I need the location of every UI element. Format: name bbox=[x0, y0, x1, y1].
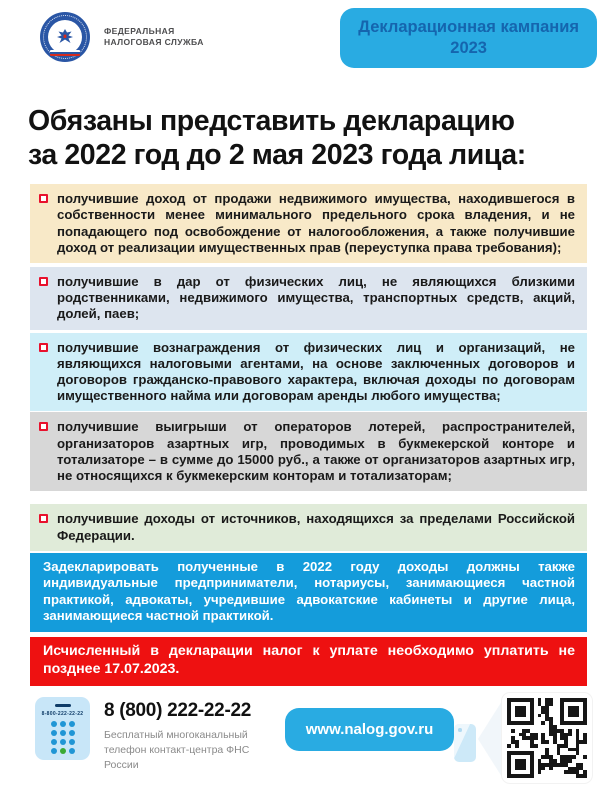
list-item-text: получившие выигрыши от операторов лотерей, распространителей, организаторов азартных игр, проводимых в букмекерской конторе и тотализаторе – в сумме до 15000 руб., а также от организаторов азартных игр, не относящихся к букмекерским конторам и тотализаторам; bbox=[57, 419, 575, 484]
list-item-remuneration bbox=[30, 333, 587, 412]
phone-keypad-dots bbox=[35, 721, 90, 754]
obligated-list bbox=[30, 184, 587, 550]
campaign-badge-line-1: Декларационная кампания bbox=[358, 18, 579, 36]
list-item-gifts bbox=[30, 267, 587, 330]
title-line-2: за 2022 год до 2 мая 2023 года лица: bbox=[28, 139, 526, 172]
list-item-lottery-winnings bbox=[30, 412, 587, 491]
note-deadline-text: Исчисленный в декларации налог к уплате необходимо уплатить не позднее 17.07.2023. bbox=[43, 643, 575, 677]
fns-emblem-icon bbox=[40, 12, 90, 62]
list-item-text: получившие в дар от физических лиц, не являющихся близкими родственниками, недвижимого имущества, транспортных средств, акций, долей, паев; bbox=[57, 274, 575, 322]
header bbox=[0, 0, 614, 68]
phone-icon-label: 8-800-222-22-22 bbox=[41, 711, 84, 718]
page-title bbox=[28, 104, 587, 172]
note-entrepreneurs-text: Задекларировать полученные в 2022 году доходы должны также индивидуальные предприниматели, нотариусы, занимающиеся частной практикой, адвокаты, учредившие адвокатские кабинеты и другие лица, занимающиеся частной практикой. bbox=[43, 558, 575, 623]
red-checkbox-icon bbox=[39, 343, 48, 352]
smartphone-icon bbox=[454, 724, 476, 762]
qr-modules bbox=[507, 698, 587, 778]
fns-logo bbox=[40, 12, 204, 62]
website-button[interactable]: www.nalog.gov.ru bbox=[285, 708, 455, 751]
campaign-badge-line-2: 2023 bbox=[450, 38, 487, 57]
callout-wedge bbox=[478, 701, 502, 777]
emblem-flag bbox=[50, 50, 80, 56]
note-payment-deadline bbox=[30, 637, 587, 686]
hotline-note: Бесплатный многоканальный телефон контакт-центра ФНС России bbox=[104, 729, 250, 771]
campaign-badge bbox=[340, 8, 597, 68]
fns-logo-text bbox=[104, 26, 204, 49]
list-item-property-sale bbox=[30, 184, 587, 263]
contact-block bbox=[104, 697, 272, 772]
emblem-eagle-icon bbox=[48, 20, 82, 54]
qr-group bbox=[454, 693, 592, 783]
qr-code bbox=[502, 693, 592, 783]
list-item-text: получившие доход от продажи недвижимого имущества, находившегося в собственности менее минимального предельного срока владения, и не попадающего под освобождение от налогообложения, а также получившие доход от реализации имущественных прав (переуступка права требования); bbox=[57, 191, 575, 255]
logo-line-1: ФЕДЕРАЛЬНАЯ bbox=[104, 25, 175, 36]
title-line-1: Обязаны представить декларацию bbox=[28, 105, 515, 138]
red-checkbox-icon bbox=[39, 422, 48, 431]
logo-line-2: НАЛОГОВАЯ СЛУЖБА bbox=[104, 37, 204, 47]
red-checkbox-icon bbox=[39, 194, 48, 203]
red-checkbox-icon bbox=[39, 277, 48, 286]
list-item-text: получившие вознаграждения от физических лиц и организаций, не являющихся налоговыми агентами, на основе заключенных договоров и договоров гражданско-правового характера, включая доходы по договорам имущественного найма или договорам аренды любого имущества; bbox=[57, 339, 575, 404]
red-checkbox-icon bbox=[39, 514, 48, 523]
list-item-text: получившие доходы от источников, находящихся за пределами Российской Федерации. bbox=[57, 511, 575, 543]
list-item-foreign-income bbox=[30, 504, 587, 550]
hotline-number: 8 (800) 222-22-22 bbox=[104, 700, 252, 722]
note-entrepreneurs bbox=[30, 553, 587, 633]
smartphone-glare bbox=[454, 724, 476, 762]
phone-keypad-icon bbox=[35, 697, 90, 760]
phone-speaker bbox=[55, 704, 71, 707]
footer bbox=[0, 686, 614, 783]
